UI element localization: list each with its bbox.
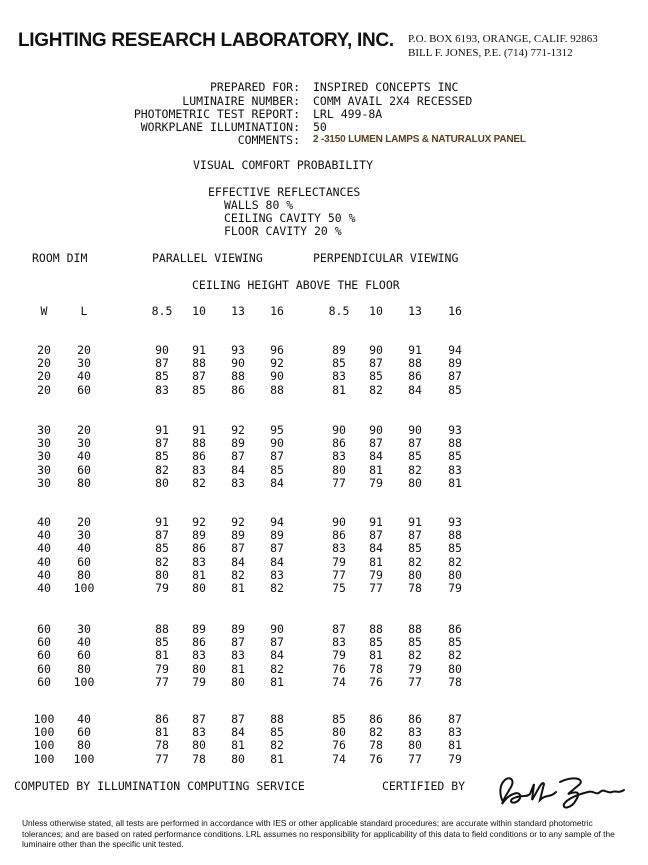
vcp-value-cell: 81 bbox=[231, 738, 245, 752]
room-dim-header: ROOM DIM bbox=[32, 251, 88, 265]
vcp-value-cell: 89 bbox=[332, 343, 346, 357]
vcp-value-cell: 83 bbox=[332, 541, 346, 555]
vcp-value-cell: 79 bbox=[155, 581, 169, 595]
vcp-value-cell: 85 bbox=[270, 725, 284, 739]
perpendicular-viewing-header: PERPENDICULAR VIEWING bbox=[313, 251, 459, 265]
room-width-cell: 40 bbox=[37, 541, 51, 555]
vcp-value-cell: 89 bbox=[231, 436, 245, 450]
vcp-value-cell: 90 bbox=[270, 622, 284, 636]
vcp-value-cell: 82 bbox=[192, 476, 206, 490]
vcp-value-cell: 84 bbox=[408, 383, 422, 397]
vcp-value-cell: 77 bbox=[155, 752, 169, 766]
vcp-value-cell: 85 bbox=[448, 449, 462, 463]
vcp-value-cell: 87 bbox=[369, 528, 383, 542]
room-length-cell: 60 bbox=[77, 383, 91, 397]
vcp-value-cell: 83 bbox=[332, 635, 346, 649]
vcp-value-cell: 77 bbox=[408, 675, 422, 689]
vcp-value-cell: 78 bbox=[369, 738, 383, 752]
vcp-value-cell: 82 bbox=[270, 581, 284, 595]
room-length-cell: 60 bbox=[77, 648, 91, 662]
vcp-value-cell: 80 bbox=[231, 752, 245, 766]
vcp-value-cell: 83 bbox=[192, 648, 206, 662]
length-column-header: L bbox=[80, 304, 88, 318]
vcp-value-cell: 78 bbox=[448, 675, 462, 689]
ceiling-height-perpendicular-col-2: 10 bbox=[369, 304, 383, 318]
vcp-value-cell: 87 bbox=[192, 712, 206, 726]
vcp-value-cell: 90 bbox=[270, 369, 284, 383]
vcp-value-cell: 87 bbox=[231, 635, 245, 649]
ceiling-height-parallel-col-1: 8.5 bbox=[151, 304, 173, 318]
vcp-value-cell: 78 bbox=[369, 662, 383, 676]
prepared-for-value: INSPIRED CONCEPTS INC bbox=[313, 80, 459, 94]
vcp-value-cell: 88 bbox=[408, 356, 422, 370]
vcp-value-cell: 78 bbox=[408, 581, 422, 595]
vcp-value-cell: 86 bbox=[332, 528, 346, 542]
vcp-value-cell: 90 bbox=[332, 515, 346, 529]
vcp-value-cell: 86 bbox=[408, 712, 422, 726]
vcp-value-cell: 83 bbox=[332, 369, 346, 383]
room-length-cell: 80 bbox=[77, 568, 91, 582]
vcp-value-cell: 75 bbox=[332, 581, 346, 595]
vcp-value-cell: 86 bbox=[332, 436, 346, 450]
vcp-value-cell: 91 bbox=[155, 515, 169, 529]
vcp-value-cell: 79 bbox=[408, 662, 422, 676]
vcp-value-cell: 86 bbox=[231, 383, 245, 397]
vcp-value-cell: 91 bbox=[155, 423, 169, 437]
luminaire-number-label: LUMINAIRE NUMBER: bbox=[182, 94, 300, 108]
vcp-value-cell: 92 bbox=[231, 515, 245, 529]
vcp-value-cell: 82 bbox=[408, 463, 422, 477]
company-name: LIGHTING RESEARCH LABORATORY, INC. bbox=[18, 30, 394, 51]
vcp-value-cell: 80 bbox=[408, 568, 422, 582]
vcp-value-cell: 79 bbox=[448, 581, 462, 595]
vcp-value-cell: 87 bbox=[270, 449, 284, 463]
vcp-value-cell: 78 bbox=[155, 738, 169, 752]
room-length-cell: 20 bbox=[77, 515, 91, 529]
room-length-cell: 40 bbox=[77, 541, 91, 555]
room-width-cell: 60 bbox=[37, 622, 51, 636]
vcp-value-cell: 83 bbox=[192, 555, 206, 569]
vcp-value-cell: 81 bbox=[369, 555, 383, 569]
walls-reflectance: WALLS 80 % bbox=[224, 198, 294, 212]
room-width-cell: 40 bbox=[37, 515, 51, 529]
room-length-cell: 30 bbox=[77, 528, 91, 542]
room-length-cell: 40 bbox=[77, 449, 91, 463]
vcp-value-cell: 91 bbox=[369, 515, 383, 529]
vcp-value-cell: 84 bbox=[270, 476, 284, 490]
vcp-value-cell: 90 bbox=[155, 343, 169, 357]
vcp-value-cell: 83 bbox=[408, 725, 422, 739]
vcp-value-cell: 80 bbox=[332, 463, 346, 477]
vcp-value-cell: 87 bbox=[408, 436, 422, 450]
vcp-value-cell: 82 bbox=[408, 555, 422, 569]
room-width-cell: 100 bbox=[33, 712, 55, 726]
vcp-value-cell: 88 bbox=[155, 622, 169, 636]
vcp-value-cell: 85 bbox=[369, 635, 383, 649]
room-length-cell: 100 bbox=[73, 581, 95, 595]
vcp-value-cell: 83 bbox=[231, 648, 245, 662]
room-length-cell: 60 bbox=[77, 555, 91, 569]
vcp-value-cell: 88 bbox=[448, 528, 462, 542]
room-width-cell: 40 bbox=[37, 568, 51, 582]
vcp-value-cell: 81 bbox=[155, 648, 169, 662]
vcp-value-cell: 88 bbox=[448, 436, 462, 450]
room-length-cell: 30 bbox=[77, 436, 91, 450]
room-width-cell: 60 bbox=[37, 662, 51, 676]
vcp-value-cell: 79 bbox=[332, 648, 346, 662]
vcp-value-cell: 87 bbox=[270, 541, 284, 555]
vcp-value-cell: 86 bbox=[192, 541, 206, 555]
room-width-cell: 30 bbox=[37, 423, 51, 437]
vcp-value-cell: 82 bbox=[369, 725, 383, 739]
vcp-value-cell: 91 bbox=[408, 515, 422, 529]
engineer-signature bbox=[490, 770, 630, 817]
vcp-value-cell: 80 bbox=[192, 662, 206, 676]
ceiling-height-header: CEILING HEIGHT ABOVE THE FLOOR bbox=[192, 278, 400, 292]
vcp-value-cell: 88 bbox=[408, 622, 422, 636]
room-width-cell: 100 bbox=[33, 725, 55, 739]
vcp-value-cell: 85 bbox=[408, 541, 422, 555]
vcp-value-cell: 86 bbox=[192, 449, 206, 463]
vcp-value-cell: 77 bbox=[408, 752, 422, 766]
vcp-value-cell: 80 bbox=[155, 476, 169, 490]
vcp-value-cell: 80 bbox=[192, 581, 206, 595]
vcp-value-cell: 85 bbox=[155, 369, 169, 383]
vcp-value-cell: 83 bbox=[192, 725, 206, 739]
vcp-value-cell: 89 bbox=[448, 356, 462, 370]
vcp-value-cell: 83 bbox=[192, 463, 206, 477]
vcp-value-cell: 81 bbox=[231, 662, 245, 676]
parallel-viewing-header: PARALLEL VIEWING bbox=[152, 251, 263, 265]
workplane-illumination-label: WORKPLANE ILLUMINATION: bbox=[140, 120, 300, 134]
vcp-value-cell: 81 bbox=[369, 463, 383, 477]
vcp-value-cell: 88 bbox=[231, 369, 245, 383]
prepared-for-label: PREPARED FOR: bbox=[209, 80, 300, 94]
section-title: VISUAL COMFORT PROBABILITY bbox=[193, 158, 374, 172]
vcp-value-cell: 76 bbox=[369, 752, 383, 766]
vcp-value-cell: 87 bbox=[192, 369, 206, 383]
vcp-value-cell: 94 bbox=[448, 343, 462, 357]
vcp-value-cell: 87 bbox=[231, 449, 245, 463]
room-width-cell: 60 bbox=[37, 675, 51, 689]
vcp-value-cell: 87 bbox=[332, 622, 346, 636]
vcp-value-cell: 81 bbox=[192, 568, 206, 582]
comments-label: COMMENTS: bbox=[237, 133, 300, 147]
vcp-value-cell: 85 bbox=[155, 541, 169, 555]
address-line: P.O. BOX 6193, ORANGE, CALIF. 92863 bbox=[408, 33, 598, 45]
vcp-value-cell: 89 bbox=[192, 528, 206, 542]
vcp-value-cell: 96 bbox=[270, 343, 284, 357]
vcp-value-cell: 89 bbox=[270, 528, 284, 542]
vcp-value-cell: 80 bbox=[332, 725, 346, 739]
vcp-value-cell: 91 bbox=[192, 423, 206, 437]
vcp-value-cell: 80 bbox=[192, 738, 206, 752]
vcp-value-cell: 80 bbox=[408, 476, 422, 490]
vcp-value-cell: 89 bbox=[192, 622, 206, 636]
vcp-value-cell: 74 bbox=[332, 752, 346, 766]
room-width-cell: 20 bbox=[37, 343, 51, 357]
vcp-value-cell: 80 bbox=[448, 662, 462, 676]
vcp-value-cell: 87 bbox=[155, 356, 169, 370]
vcp-value-cell: 82 bbox=[231, 568, 245, 582]
vcp-value-cell: 93 bbox=[448, 423, 462, 437]
room-width-cell: 30 bbox=[37, 449, 51, 463]
vcp-value-cell: 89 bbox=[231, 622, 245, 636]
vcp-value-cell: 87 bbox=[155, 528, 169, 542]
vcp-value-cell: 81 bbox=[155, 725, 169, 739]
vcp-value-cell: 90 bbox=[369, 423, 383, 437]
vcp-value-cell: 90 bbox=[332, 423, 346, 437]
vcp-value-cell: 80 bbox=[231, 675, 245, 689]
room-width-cell: 60 bbox=[37, 635, 51, 649]
vcp-value-cell: 78 bbox=[192, 752, 206, 766]
vcp-value-cell: 93 bbox=[448, 515, 462, 529]
comments-value: 2 -3150 LUMEN LAMPS & NATURALUX PANEL bbox=[313, 134, 526, 145]
vcp-value-cell: 81 bbox=[369, 648, 383, 662]
vcp-value-cell: 79 bbox=[332, 555, 346, 569]
vcp-value-cell: 85 bbox=[369, 369, 383, 383]
vcp-value-cell: 87 bbox=[448, 712, 462, 726]
vcp-value-cell: 86 bbox=[155, 712, 169, 726]
vcp-value-cell: 85 bbox=[408, 635, 422, 649]
vcp-value-cell: 77 bbox=[332, 476, 346, 490]
vcp-value-cell: 82 bbox=[155, 463, 169, 477]
vcp-value-cell: 79 bbox=[369, 476, 383, 490]
vcp-value-cell: 77 bbox=[155, 675, 169, 689]
vcp-value-cell: 81 bbox=[270, 752, 284, 766]
vcp-value-cell: 84 bbox=[369, 449, 383, 463]
vcp-value-cell: 88 bbox=[369, 622, 383, 636]
room-length-cell: 60 bbox=[77, 725, 91, 739]
vcp-value-cell: 91 bbox=[192, 343, 206, 357]
vcp-value-cell: 82 bbox=[270, 738, 284, 752]
vcp-value-cell: 82 bbox=[408, 648, 422, 662]
test-report-value: LRL 499-8A bbox=[313, 107, 383, 121]
vcp-value-cell: 81 bbox=[448, 738, 462, 752]
ceiling-height-perpendicular-col-4: 16 bbox=[448, 304, 462, 318]
vcp-value-cell: 88 bbox=[192, 436, 206, 450]
vcp-value-cell: 92 bbox=[231, 423, 245, 437]
vcp-value-cell: 85 bbox=[155, 635, 169, 649]
room-length-cell: 40 bbox=[77, 369, 91, 383]
vcp-value-cell: 85 bbox=[192, 383, 206, 397]
vcp-value-cell: 81 bbox=[270, 675, 284, 689]
vcp-value-cell: 83 bbox=[448, 725, 462, 739]
certified-by-label: CERTIFIED BY bbox=[382, 779, 466, 793]
room-width-cell: 100 bbox=[33, 738, 55, 752]
vcp-value-cell: 87 bbox=[448, 369, 462, 383]
vcp-value-cell: 84 bbox=[369, 541, 383, 555]
room-width-cell: 100 bbox=[33, 752, 55, 766]
vcp-value-cell: 86 bbox=[408, 369, 422, 383]
room-width-cell: 40 bbox=[37, 555, 51, 569]
vcp-value-cell: 95 bbox=[270, 423, 284, 437]
room-width-cell: 20 bbox=[37, 383, 51, 397]
vcp-value-cell: 87 bbox=[231, 541, 245, 555]
vcp-value-cell: 83 bbox=[332, 449, 346, 463]
room-length-cell: 100 bbox=[73, 675, 95, 689]
ceiling-height-parallel-col-2: 10 bbox=[192, 304, 206, 318]
ceiling-cavity-reflectance: CEILING CAVITY 50 % bbox=[224, 211, 356, 225]
room-width-cell: 20 bbox=[37, 356, 51, 370]
vcp-value-cell: 87 bbox=[408, 528, 422, 542]
vcp-value-cell: 80 bbox=[155, 568, 169, 582]
luminaire-number-value: COMM AVAIL 2X4 RECESSED bbox=[313, 94, 473, 108]
vcp-value-cell: 86 bbox=[369, 712, 383, 726]
vcp-value-cell: 82 bbox=[270, 662, 284, 676]
room-width-cell: 60 bbox=[37, 648, 51, 662]
vcp-value-cell: 83 bbox=[448, 463, 462, 477]
vcp-value-cell: 87 bbox=[369, 436, 383, 450]
room-length-cell: 60 bbox=[77, 463, 91, 477]
vcp-value-cell: 84 bbox=[270, 648, 284, 662]
vcp-value-cell: 87 bbox=[231, 712, 245, 726]
room-width-cell: 30 bbox=[37, 463, 51, 477]
vcp-value-cell: 88 bbox=[270, 383, 284, 397]
room-length-cell: 80 bbox=[77, 662, 91, 676]
vcp-value-cell: 77 bbox=[332, 568, 346, 582]
vcp-value-cell: 79 bbox=[155, 662, 169, 676]
vcp-value-cell: 88 bbox=[270, 712, 284, 726]
engineer-line: BILL F. JONES, P.E. (714) 771-1312 bbox=[408, 47, 573, 59]
vcp-value-cell: 84 bbox=[231, 555, 245, 569]
vcp-value-cell: 84 bbox=[231, 725, 245, 739]
room-length-cell: 40 bbox=[77, 635, 91, 649]
room-length-cell: 100 bbox=[73, 752, 95, 766]
vcp-value-cell: 88 bbox=[192, 356, 206, 370]
room-length-cell: 30 bbox=[77, 356, 91, 370]
room-length-cell: 40 bbox=[77, 712, 91, 726]
vcp-value-cell: 87 bbox=[155, 436, 169, 450]
workplane-illumination-value: 50 bbox=[313, 120, 327, 134]
vcp-value-cell: 86 bbox=[448, 622, 462, 636]
vcp-value-cell: 80 bbox=[408, 738, 422, 752]
vcp-value-cell: 84 bbox=[270, 555, 284, 569]
floor-cavity-reflectance: FLOOR CAVITY 20 % bbox=[224, 224, 342, 238]
vcp-value-cell: 94 bbox=[270, 515, 284, 529]
vcp-value-cell: 92 bbox=[270, 356, 284, 370]
vcp-value-cell: 80 bbox=[448, 568, 462, 582]
vcp-value-cell: 76 bbox=[369, 675, 383, 689]
vcp-value-cell: 81 bbox=[332, 383, 346, 397]
disclaimer-text: Unless otherwise stated, all tests are performed in accordance with IES or other applicable standard procedures; are accurate within standard photometric tolerances; and are based on rated performance conditions. LRL assumes no responsibility for applicability of this data to field conditions or to any sample of the luminaire other than the specific unit tested. bbox=[22, 818, 615, 849]
ceiling-height-perpendicular-col-3: 13 bbox=[408, 304, 422, 318]
vcp-value-cell: 85 bbox=[448, 541, 462, 555]
room-length-cell: 20 bbox=[77, 343, 91, 357]
vcp-value-cell: 85 bbox=[155, 449, 169, 463]
vcp-value-cell: 83 bbox=[155, 383, 169, 397]
vcp-value-cell: 87 bbox=[270, 635, 284, 649]
vcp-value-cell: 79 bbox=[369, 568, 383, 582]
vcp-value-cell: 76 bbox=[332, 662, 346, 676]
vcp-value-cell: 85 bbox=[332, 712, 346, 726]
test-report-label: PHOTOMETRIC TEST REPORT: bbox=[133, 107, 300, 121]
room-width-cell: 40 bbox=[37, 528, 51, 542]
ceiling-height-perpendicular-col-1: 8.5 bbox=[328, 304, 350, 318]
vcp-value-cell: 90 bbox=[408, 423, 422, 437]
vcp-value-cell: 81 bbox=[231, 581, 245, 595]
vcp-value-cell: 85 bbox=[448, 383, 462, 397]
ceiling-height-parallel-col-3: 13 bbox=[231, 304, 245, 318]
room-width-cell: 20 bbox=[37, 369, 51, 383]
vcp-value-cell: 74 bbox=[332, 675, 346, 689]
vcp-value-cell: 81 bbox=[448, 476, 462, 490]
room-length-cell: 20 bbox=[77, 423, 91, 437]
room-length-cell: 80 bbox=[77, 738, 91, 752]
vcp-value-cell: 87 bbox=[369, 356, 383, 370]
vcp-value-cell: 85 bbox=[408, 449, 422, 463]
vcp-value-cell: 93 bbox=[231, 343, 245, 357]
vcp-value-cell: 86 bbox=[192, 635, 206, 649]
room-length-cell: 30 bbox=[77, 622, 91, 636]
vcp-value-cell: 77 bbox=[369, 581, 383, 595]
vcp-value-cell: 79 bbox=[192, 675, 206, 689]
vcp-value-cell: 90 bbox=[270, 436, 284, 450]
vcp-value-cell: 83 bbox=[270, 568, 284, 582]
vcp-value-cell: 85 bbox=[448, 635, 462, 649]
room-width-cell: 30 bbox=[37, 476, 51, 490]
vcp-value-cell: 82 bbox=[369, 383, 383, 397]
ceiling-height-parallel-col-4: 16 bbox=[270, 304, 284, 318]
vcp-value-cell: 85 bbox=[270, 463, 284, 477]
room-width-cell: 40 bbox=[37, 581, 51, 595]
vcp-value-cell: 83 bbox=[231, 476, 245, 490]
vcp-value-cell: 91 bbox=[408, 343, 422, 357]
computed-by-line: COMPUTED BY ILLUMINATION COMPUTING SERVICE bbox=[14, 779, 305, 793]
vcp-value-cell: 82 bbox=[448, 555, 462, 569]
reflectances-title: EFFECTIVE REFLECTANCES bbox=[208, 185, 361, 199]
vcp-value-cell: 92 bbox=[192, 515, 206, 529]
vcp-value-cell: 90 bbox=[369, 343, 383, 357]
vcp-value-cell: 90 bbox=[231, 356, 245, 370]
room-length-cell: 80 bbox=[77, 476, 91, 490]
width-column-header: W bbox=[40, 304, 48, 318]
vcp-value-cell: 82 bbox=[448, 648, 462, 662]
vcp-value-cell: 76 bbox=[332, 738, 346, 752]
vcp-value-cell: 84 bbox=[231, 463, 245, 477]
vcp-value-cell: 79 bbox=[448, 752, 462, 766]
vcp-value-cell: 89 bbox=[231, 528, 245, 542]
room-width-cell: 30 bbox=[37, 436, 51, 450]
vcp-value-cell: 82 bbox=[155, 555, 169, 569]
vcp-value-cell: 85 bbox=[332, 356, 346, 370]
